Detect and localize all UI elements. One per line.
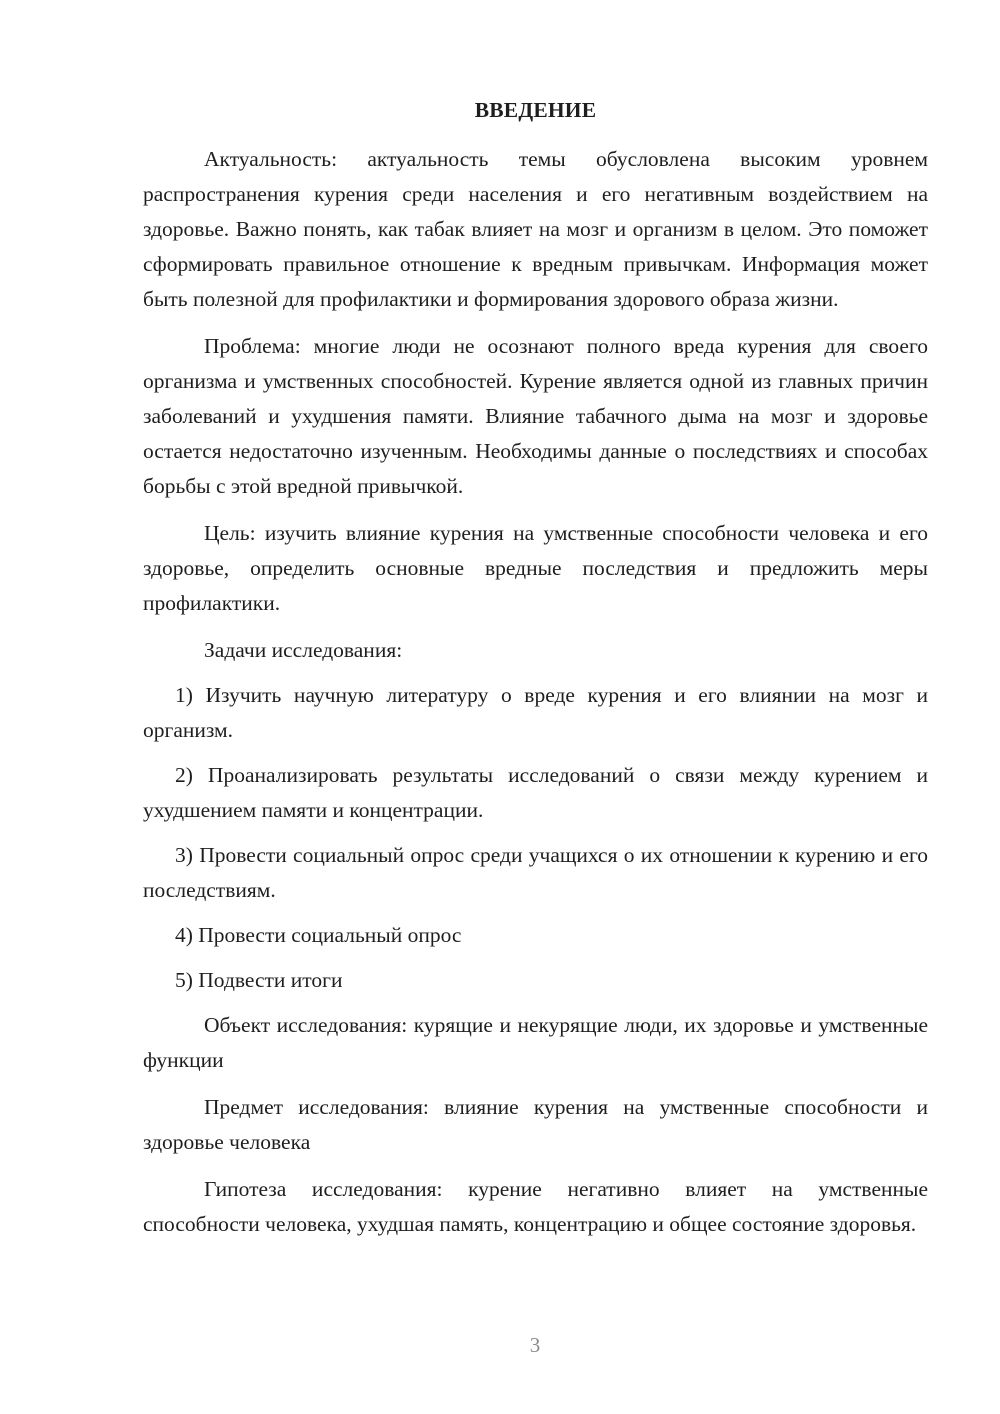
task-item: 3) Провести социальный опрос среди учащихся о их отношении к курению и его последствиям. (143, 843, 928, 902)
task-item: 1) Изучить научную литературу о вреде курения и его влиянии на мозг и организм. (143, 683, 928, 742)
hypothesis-paragraph: Гипотеза исследования: курение негативно влияет на умственные способности человека, ухудшая память, концентрацию и общее состояние здоровья. (143, 1177, 928, 1236)
task-item: 2) Проанализировать результаты исследований о связи между курением и ухудшением памяти и концентрации. (143, 763, 928, 822)
page-number: 3 (529, 1333, 541, 1357)
goal-paragraph: Цель: изучить влияние курения на умственные способности человека и его здоровье, определить основные вредные последствия и предложить меры профилактики. (143, 521, 928, 615)
subject-paragraph: Предмет исследования: влияние курения на умственные способности и здоровье человека (143, 1095, 928, 1154)
relevance-paragraph: Актуальность: актуальность темы обусловлена высоким уровнем распространения курения среди населения и его негативным воздействием на здоровье. Важно понять, как табак влияет на мозг и организм в целом. Это поможет сформировать правильное отношение к вредным привычкам. Информация может быть полезной для профилактики и формирования здорового образа жизни. (143, 147, 928, 311)
task-item: 4) Провести социальный опрос (175, 923, 462, 947)
problem-paragraph: Проблема: многие люди не осознают полного вреда курения для своего организма и умственных способностей. Курение является одной из главных причин заболеваний и ухудшения памяти. Влияние табачного дыма на мозг и здоровье остается недостаточно изученным. Необходимы данные о последствиях и способах борьбы с этой вредной привычкой. (143, 334, 928, 498)
page-title: ВВЕДЕНИЕ (474, 98, 597, 122)
task-item: 5) Подвести итоги (175, 968, 343, 992)
tasks-heading: Задачи исследования: (204, 638, 403, 662)
object-paragraph: Объект исследования: курящие и некурящие люди, их здоровье и умственные функции (143, 1013, 928, 1072)
document-page (143, 93, 928, 1254)
